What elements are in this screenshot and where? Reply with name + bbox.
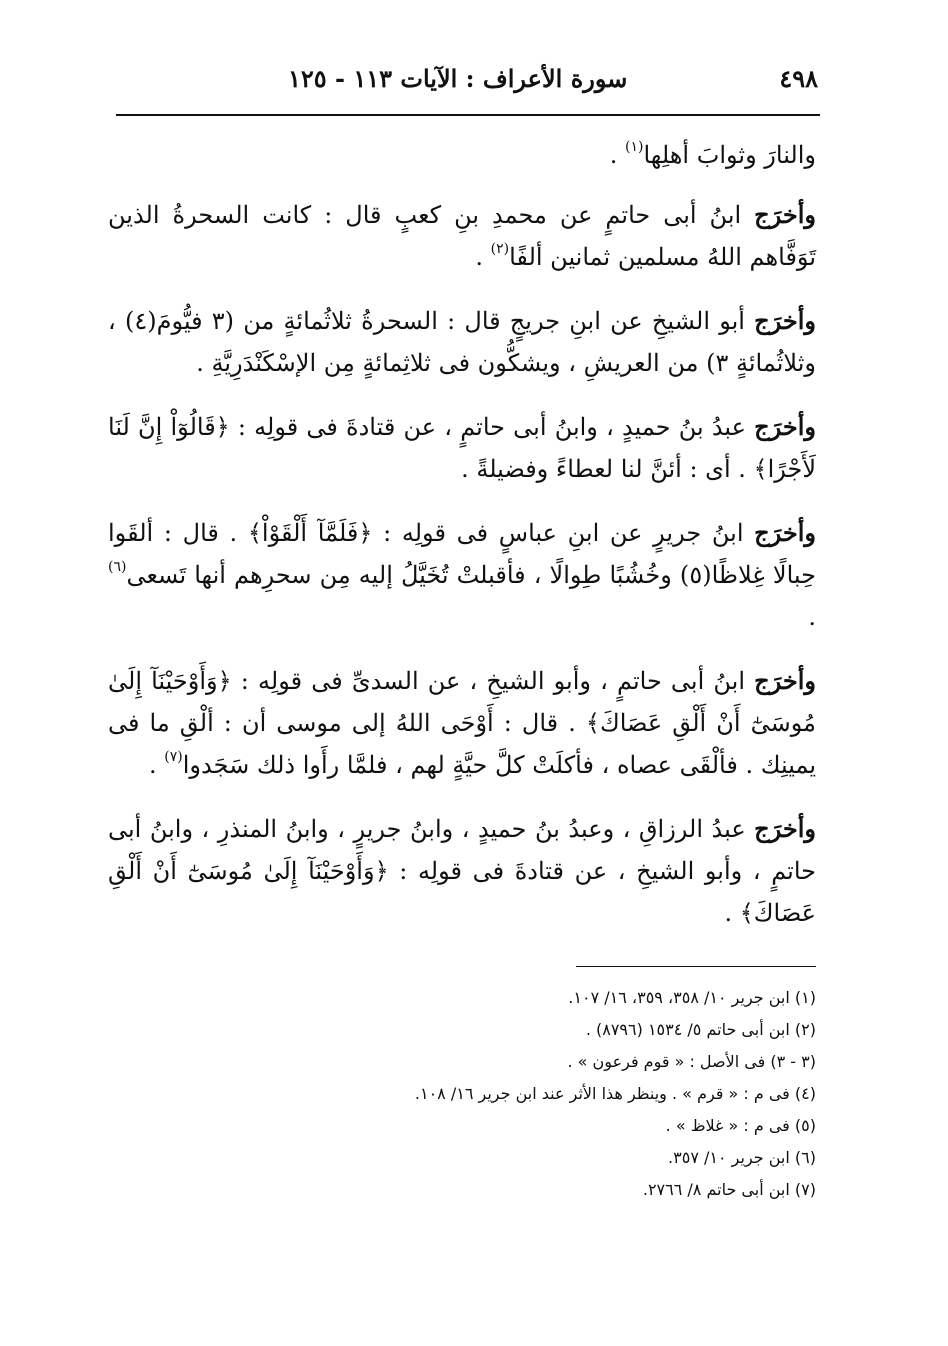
page-header xyxy=(118,56,818,100)
footnote: (٦) ابن جرير ١٠/ ٣٥٧. xyxy=(668,1148,816,1167)
footnote-ref: (٢) xyxy=(490,241,510,257)
paragraph xyxy=(108,512,816,638)
paragraph-lead: وأخرَج xyxy=(754,518,816,547)
paragraph-lead: وأخرَج xyxy=(754,666,816,695)
footnotes xyxy=(240,982,816,1206)
footnote-ref: (١) xyxy=(624,139,644,155)
paragraph-lead: وأخرَج xyxy=(754,814,816,843)
footnote: (١) ابن جرير ١٠/ ٣٥٨، ٣٥٩، ١٦/ ١٠٧. xyxy=(568,988,816,1007)
footnote: (٤) فى م : « قرم » . وينظر هذا الأثر عند ابن جرير ١٦/ ١٠٨. xyxy=(414,1084,816,1103)
paragraph-lead: وأخرَج xyxy=(754,412,816,441)
main-text xyxy=(108,134,816,956)
footnote-rule xyxy=(576,966,816,967)
footnote: (٥) فى م : « غلاظ » . xyxy=(665,1116,816,1135)
paragraph-text: والنارَ وثوابَ أهلِها xyxy=(643,141,816,169)
paragraph xyxy=(108,300,816,384)
paragraph-lead: وأخرَج xyxy=(754,200,816,229)
paragraph-tail: . xyxy=(808,603,816,631)
paragraph-text: عبدُ الرزاقِ ، وعبدُ بنُ حميدٍ ، وابنُ جريرٍ ، وابنُ المنذرِ ، وابنُ أبى حاتمٍ ، وأبو الشيخِ ، عن قتادةَ فى قولِه : ﴿وَأَوْحَيْنَآ إِلَىٰ مُوسَىٰٓ أَنْ أَلْقِ عَصَاكَ﴾ xyxy=(108,815,816,927)
header-rule xyxy=(116,114,820,116)
paragraph-tail: . xyxy=(149,751,165,779)
page-number: ٤٩٨ xyxy=(779,63,818,93)
paragraph-tail: . xyxy=(475,243,491,271)
paragraph-tail: . xyxy=(461,455,477,483)
paragraph-text: أبو الشيخِ عن ابنِ جريجٍ قال : السحرةُ ثلاثُمائةٍ من (٣ فيُّومَ(٤) ، وثلاثُمائةٍ ٣) من العريشِ ، ويشكُّون فى ثلاثِمائةٍ مِن الإسْكَنْدَرِيَّةِ xyxy=(108,307,816,377)
paragraph-text: ابنُ أبى حاتمٍ ، وأبو الشيخِ ، عن السدىِّ فى قولِه : ﴿وَأَوْحَيْنَآ إِلَىٰ مُوسَىٰٓ أَنْ أَلْقِ عَصَاكَ﴾ . قال : أَوْحَى اللهُ إلى موسى أن : ألْقِ ما فى يمينِك . فألْقَى عصاه ، فأكلَتْ كلَّ حيَّةٍ لهم ، فلمَّا رأَوا ذلك سَجَدوا xyxy=(108,667,816,779)
paragraph-text: ابنُ أبى حاتمٍ عن محمدِ بنِ كعبٍ قال : كانت السحرةُ الذين تَوَفَّاهم اللهُ مسلمين ثمانين ألفًا xyxy=(108,201,816,271)
paragraph-text: ابنُ جريرٍ عن ابنِ عباسٍ فى قولِه : ﴿فَلَمَّآ أَلْقَوْاْ﴾ . قال : ألقَوا حِبالًا غِلاظًا(٥) وخُشُبًا طِوالًا ، فأقبلتْ تُخَيَّلُ إليه مِن سحرِهم أنها تَسعى xyxy=(108,519,817,589)
paragraph xyxy=(108,660,816,786)
paragraph-lead: وأخرَج xyxy=(754,306,816,335)
footnote: (٧) ابن أبى حاتم ٨/ ٢٧٦٦. xyxy=(642,1180,816,1199)
running-title: سورة الأعراف : الآيات ١١٣ - ١٢٥ xyxy=(288,63,628,93)
paragraph xyxy=(108,194,816,278)
paragraph xyxy=(108,406,816,490)
paragraph-text: عبدُ بنُ حميدٍ ، وابنُ أبى حاتمٍ ، عن قتادةَ فى قولِه : ﴿قَالُوٓاْ إِنَّ لَنَا لَأَجْرًا﴾ . أى : أئنَّ لنا لعطاءً وفضيلةً xyxy=(108,413,816,483)
footnote: (٣ - ٣) فى الأصل : « قوم فرعون » . xyxy=(567,1052,816,1071)
footnote-ref: (٧) xyxy=(164,749,183,765)
footnote-ref: (٦) xyxy=(108,559,127,575)
paragraph-tail: . xyxy=(609,141,625,169)
paragraph xyxy=(108,808,816,934)
paragraph-tail: . xyxy=(724,899,740,927)
footnote: (٢) ابن أبى حاتم ٥/ ١٥٣٤ (٨٧٩٦) . xyxy=(585,1020,816,1039)
paragraph-tail: . xyxy=(196,349,212,377)
paragraph xyxy=(108,134,816,176)
